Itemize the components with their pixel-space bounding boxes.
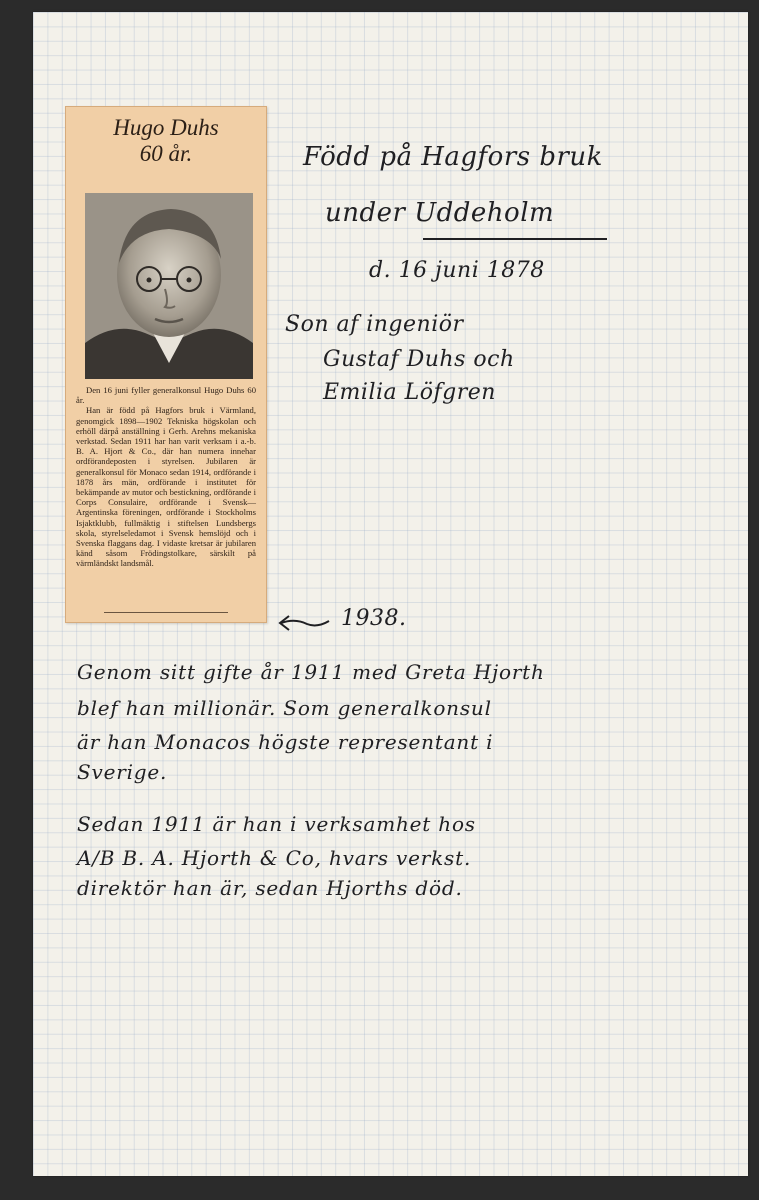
handwritten-under-uddeholm: under Uddeholm (325, 198, 555, 228)
handwritten-para1-line3: är han Monacos högste representant i (77, 730, 494, 754)
handwritten-birthdate: d. 16 juni 1878 (369, 258, 545, 283)
handwritten-father: Gustaf Duhs och (323, 347, 515, 372)
handwritten-mother: Emilia Löfgren (323, 380, 496, 405)
clipping-article-lead: Den 16 juni fyller generalkonsul Hugo Duhs 60 år. (76, 385, 256, 406)
handwritten-year: 1938. (341, 606, 407, 631)
handwritten-para2-line2: A/B B. A. Hjorth & Co, hvars verkst. (77, 846, 472, 870)
handwritten-son-of: Son af ingeniör (285, 312, 464, 337)
grid-paper-sheet (33, 12, 748, 1176)
handwritten-para2-line1: Sedan 1911 är han i verksamhet hos (77, 812, 476, 836)
clipping-title (66, 115, 266, 167)
underline (423, 238, 607, 240)
newspaper-clipping (65, 106, 267, 623)
handwritten-para2-line3: direktör han är, sedan Hjorths död. (77, 876, 463, 900)
clipping-article-body: Han är född på Hagfors bruk i Värmland, genomgick 1898—1902 Tekniska högskolan och erhöll därpå anställning i Gerh. Arehns mekaniska verkstad. Sedan 1911 har han varit verksam i a.-b. B. A. Hjort & Co., där han numera innehar ordförandeposten i styrelsen. Jubilaren är generalkonsul för Monaco sedan 1914, ordförande i 1878 års män, ordförande i institutet för bekämpande av mutor och bestickning, ordförande i Corps Consulaire, ordförande i Svensk—Argentinska föreningen, ordförande i Stockholms Isjaktklubb, fullmäktig i stiftelsen Lundsbergs skola, styrelseledamot i Svensk hemslöjd och i Svenska flaggans dag. I vidaste kretsar är jubilaren känd såsom Frödingstolkare, särskilt på värmländskt landsmål. (76, 405, 256, 569)
portrait-illustration (85, 193, 253, 379)
portrait-photo (85, 193, 253, 379)
clipping-title-age: 60 år. (139, 141, 193, 166)
handwritten-para1-line4: Sverige. (77, 760, 168, 784)
clipping-article (76, 385, 256, 569)
clipping-divider (104, 612, 228, 613)
handwritten-para1-line2: blef han millionär. Som generalkonsul (77, 696, 492, 720)
left-arrow-icon (277, 612, 333, 634)
handwritten-birthplace: Född på Hagfors bruk (303, 142, 603, 172)
clipping-title-name: Hugo Duhs (113, 115, 219, 140)
handwritten-para1-line1: Genom sitt gifte år 1911 med Greta Hjorth (77, 660, 545, 684)
